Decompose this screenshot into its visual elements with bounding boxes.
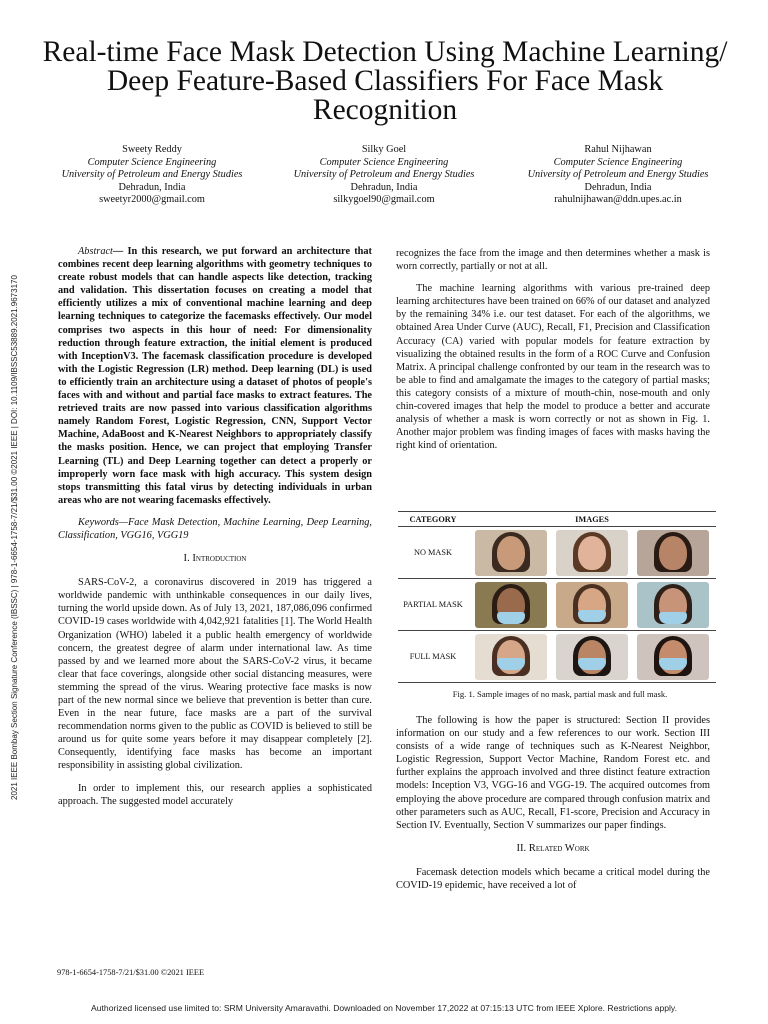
right-paragraph-2: The machine learning algorithms with various pre-trained deep learning architectures have been trained on 66% of our dataset and analyzed by the remaining 34% i.e. our test dataset. For each of the algorithms, we obtained Area Under Curve (AUC), Recall, F1, Precision and Classification Accuracy (CA) varied with popular models for feature extraction by visualizing the obtained results in the form of a ROC Curve and Confusion Matrix. A principal challenge confronted by our team in the research was to be able to find and amalgamate the images to the category of partial masks; this category consists of a mixture of mouth-chin, nose-mouth and only chin-covered images that help the model to produce a better and accurate analysis of whether a mask is worn correctly or not as shown in Fig. 1. Another major problem was finding images of faces with masks having the right kind of orientation. [396, 283, 710, 452]
author-email[interactable]: silkygoel90@gmail.com [333, 194, 435, 206]
figure-row-label: FULL MASK [398, 631, 468, 683]
author-name: Sweety Reddy [122, 144, 182, 155]
face-image [475, 530, 547, 576]
left-column [58, 245, 372, 817]
face-image [556, 634, 628, 680]
section-heading-introduction: I. Introduction [183, 553, 247, 565]
author-univ: University of Petroleum and Energy Studies [527, 169, 709, 181]
face-image [556, 530, 628, 576]
right-paragraph-1: recognizes the face from the image and then determines whether a mask is worn correctly, partially or not at all. [396, 248, 710, 273]
author-3 [518, 144, 718, 207]
author-2 [286, 144, 482, 207]
figure-header-category: CATEGORY [398, 512, 468, 527]
figure-image-row-no-mask [468, 527, 716, 578]
author-univ: University of Petroleum and Energy Studies [61, 169, 243, 181]
intro-paragraph-2: In order to implement this, our research applies a sophisticated approach. The suggested model accurately [58, 782, 372, 807]
paper-title: Real-time Face Mask Detection Using Machine Learning/ Deep Feature-Based Classifiers For Face Mask Recognition [42, 36, 728, 126]
right-paragraph-4: Facemask detection models which became a critical model during the COVID-19 epidemic, have received a lot of [396, 866, 710, 892]
figure-1 [398, 511, 716, 683]
copyright-footer: 978-1-6654-1758-7/21/$31.00 ©2021 IEEE [57, 968, 205, 977]
abstract [58, 245, 372, 507]
face-image [475, 582, 547, 628]
intro-paragraph-1: SARS-CoV-2, a coronavirus discovered in 2019 has triggered a worldwide pandemic with unthinkable consequences in our daily lives, turning the world upside down. As of July 13, 2021, 187,086,096 confirmed COVID-19 cases worldwide with 4,042,921 fatalities [1]. The World Health Organization (WHO) labeled it a public health emergency of worldwide concern, the greatest degree of alarm under international law. As time passed by and we learned more about the SARS-CoV-2 virus, it became clear that face coverings, alongside other social distancing measures, were stemming the spread of the virus. Wearing protective face masks is now part of the new normal since we believe that prevention is better than cure. Even in the near future, face masks are a part of the survival recommendation norms given to the public as COVID is believed to still be around us for quite some years before it may disappear completely [2]. Consequently, identifying face masks has become an important responsibility in assisting global civilization. [58, 577, 372, 772]
author-name: Silky Goel [361, 144, 407, 155]
figure-image-row-partial-mask [468, 579, 716, 630]
author-city: Dehradun, India [584, 181, 652, 193]
keywords: Keywords—Face Mask Detection, Machine Learning, Deep Learning, Classification, VGG16, VGG19 [58, 516, 372, 541]
author-dept: Computer Science Engineering [319, 156, 449, 168]
figure-row-label: PARTIAL MASK [398, 579, 468, 631]
license-footer: Authorized licensed use limited to: SRM University Amaravathi. Downloaded on November 17,2022 at 07:15:13 UTC from IEEE Xplore. Restrictions apply. [91, 1003, 677, 1013]
conference-sidebar: 2021 IEEE Bombay Section Signature Conference (IBSSC) | 978-1-6654-1758-7/21/$31.00 ©2021 IEEE | DOI: 10.1109/IBSSC53889.2021.9673170 [10, 275, 19, 800]
author-name: Rahul Nijhawan [584, 144, 652, 155]
author-email[interactable]: rahulnijhawan@ddn.upes.ac.in [554, 194, 682, 206]
face-image [637, 582, 709, 628]
author-dept: Computer Science Engineering [87, 156, 217, 168]
figure-row-label: NO MASK [398, 527, 468, 579]
figure-table [398, 511, 716, 683]
face-image [556, 582, 628, 628]
right-column-bottom [396, 714, 710, 901]
author-email[interactable]: sweetyr2000@gmail.com [99, 194, 205, 206]
author-dept: Computer Science Engineering [553, 156, 683, 168]
abstract-lead: Abstract [78, 246, 113, 257]
face-image [637, 530, 709, 576]
face-image [475, 634, 547, 680]
section-heading-related-work: II. Related Work [516, 842, 590, 854]
right-column-top [396, 247, 710, 461]
author-city: Dehradun, India [118, 181, 186, 193]
figure-caption: Fig. 1. Sample images of no mask, partial mask and full mask. [452, 689, 668, 699]
author-city: Dehradun, India [350, 181, 418, 193]
abstract-body: — In this research, we put forward an architecture that combines recent deep learning algorithms with geometry techniques to create robust models that can handle aspects like detection, tracking and validation. This dissertation focuses on creating a model that efficiently utilizes a mix of conventional machine learning and deep learning techniques to categorize the facemasks effectively. Our model comprises two aspects in this hour of need: For dimensionality reduction through feature extraction, the initial element is produced with InceptionV3. The facemask classification procedure is developed with the Logistic Regression (LR) method. Deep learning (DL) is used to efficiently train an architecture using a dataset of photos of people's faces with and without and partial face masks to extract features. The retrieved traits are now passed into various classification algorithms namely Random Forest, Logistic Regression, CNN, Support Vector Machine, AdaBoost and K-Nearest Neighbors to appropriately classify the masks position. Hence, we can project that employing Transfer Learning (TL) and Deep Learning together can detect a properly or improperly worn face mask with high accuracy. This system design stops transmitting this fatal virus by detecting individuals in urban areas who are not wearing facemasks effectively. [58, 246, 372, 506]
face-image [637, 634, 709, 680]
figure-image-row-full-mask [468, 631, 716, 682]
figure-header-images: IMAGES [468, 512, 716, 527]
right-paragraph-3: The following is how the paper is structured: Section II provides information on our study and a few references to our work. Section III consists of a wide range of techniques such as K-Nearest Neighbor, Logistic Regression, Support Vector Machine, Random Forest etc. and further explains the approach involved and three distinct feature extraction models: Inception V3, VGG-16 and VGG-19. The acquired outcomes from employing the above procedure are compared through confusion matrix and other parameters such as AUC, Recall, F1-score, Precision and Accuracy in Section IV. Eventually, Section V summarizes our paper findings. [396, 715, 710, 831]
author-univ: University of Petroleum and Energy Studies [293, 169, 475, 181]
author-1 [52, 144, 252, 207]
